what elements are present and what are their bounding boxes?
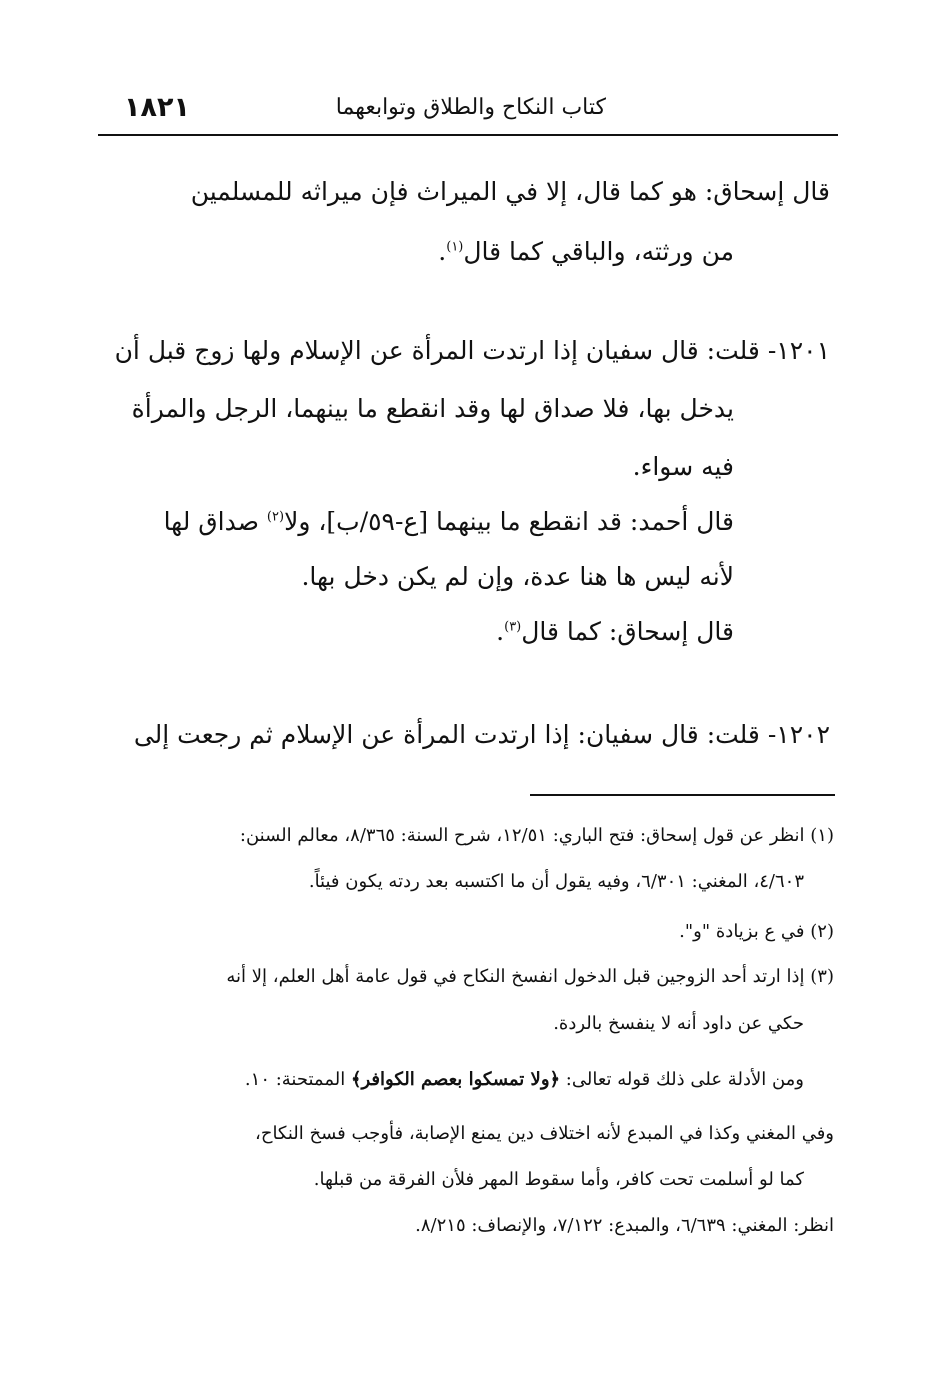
question-line: فيه سواء. [632,452,734,481]
answer-text: قال إسحاق: كما قال [521,617,734,646]
footnote-line: انظر: المغني: ٦/٦٣٩، والمبدع: ٧/١٢٢، والإنصاف: ٨/٢١٥. [415,1215,834,1236]
answer-text: . [496,617,505,646]
footnote-line: كما لو أسلمت تحت كافر، وأما سقوط المهر فلأن الفرقة من قبلها. [313,1169,804,1190]
question-line: يدخل بها، فلا صداق لها وقد انقطع ما بينهما، الرجل والمرأة [131,394,734,423]
footnote-line [245,1068,804,1091]
paragraph-text: . [438,237,447,266]
answer-line [496,616,734,647]
paragraph-line [438,236,734,267]
footnote-line: حكي عن داود أنه لا ينفسخ بالردة. [553,1013,804,1034]
footnote-ref[interactable]: (٢) [266,509,285,525]
question-line: ١٢٠١- قلت: قال سفيان إذا ارتدت المرأة عن الإسلام ولها زوج قبل أن [114,336,830,365]
footnote-ref[interactable]: (١) [446,239,464,255]
quran-verse: ﴿ولا تمسكوا بعصم الكوافر﴾ [350,1069,561,1090]
header-rule [98,134,838,136]
footnote-line: (٣) إذا ارتد أحد الزوجين قبل الدخول انفسخ النكاح في قول عامة أهل العلم، إلا أنه [226,966,834,987]
answer-text: قال أحمد: قد انقطع ما بينهما [ع-٥٩/ب]، ولا [284,507,734,536]
footnote-ref[interactable]: (٣) [504,619,522,635]
footnote-text: الممتحنة: ١٠. [244,1069,351,1090]
question-line: ١٢٠٢- قلت: قال سفيان: إذا ارتدت المرأة عن الإسلام ثم رجعت إلى [133,720,830,749]
footnote-line: (١) انظر عن قول إسحاق: فتح الباري: ١٢/٥١، شرح السنة: ٨/٣٦٥، معالم السنن: [239,825,834,846]
footnote-text: ومن الأدلة على ذلك قوله تعالى: [560,1069,804,1090]
answer-line [164,506,734,537]
footnote-line: وفي المغني وكذا في المبدع لأنه اختلاف دين يمنع الإصابة، فأوجب فسخ النكاح، [255,1123,834,1144]
footnote-line: ٤/٦٠٣، المغني: ٦/٣٠١، وفيه يقول أن ما اكتسبه بعد ردته يكون فيئاً. [308,871,804,892]
page-header [98,88,838,134]
answer-text: صداق لها [163,507,267,536]
running-title: كتاب النكاح والطلاق وتوابعهما [335,95,606,120]
footnote-separator [530,794,835,796]
page-number: ١٨٢١ [124,92,190,123]
paragraph-text: من ورثته، والباقي كما قال [463,237,734,266]
paragraph-line: قال إسحاق: هو كما قال، إلا في الميراث فإن ميراثه للمسلمين [190,177,830,206]
answer-line: لأنه ليس ها هنا عدة، وإن لم يكن دخل بها. [301,562,734,591]
footnote-line: (٢) في ع بزيادة "و". [679,921,834,942]
